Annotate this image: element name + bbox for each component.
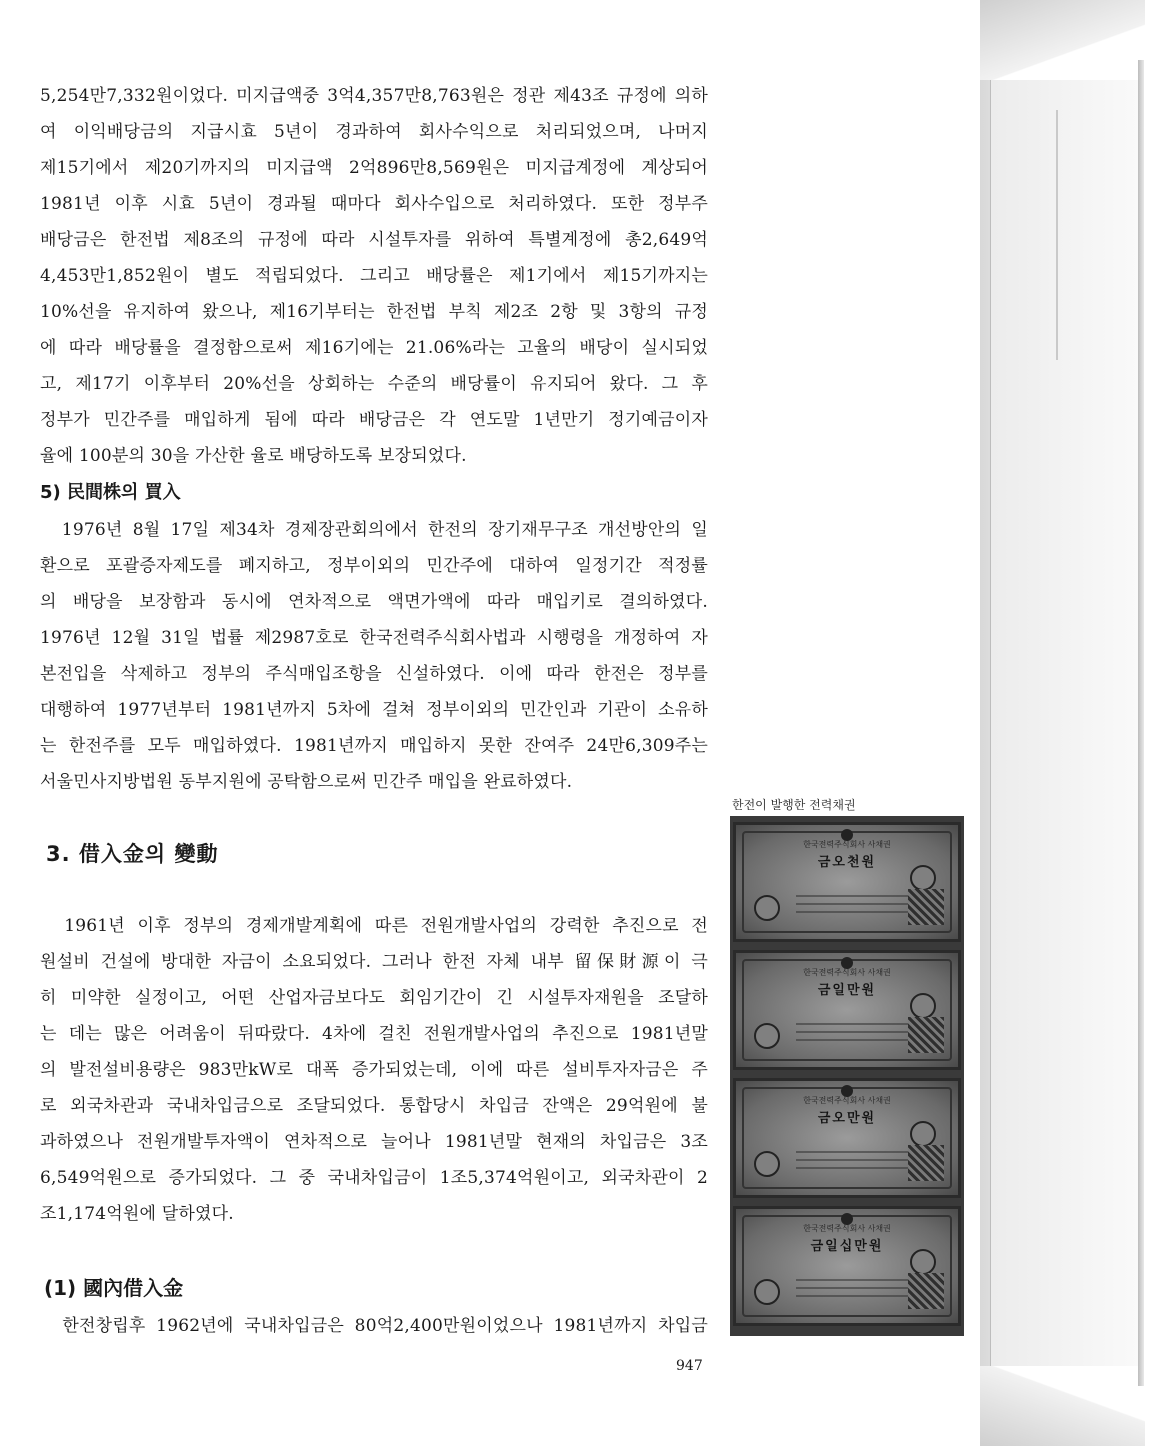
text-line: 6,549억원으로 증가되었다. 그 중 국내차입금이 1조5,374억원이고, 외국차관이 2 — [40, 1168, 708, 1188]
text-line: 제15기에서 제20기까지의 미지급액 2억896만8,569원은 미지급계정에 계상되어 — [40, 158, 708, 178]
seal-icon — [754, 1023, 780, 1049]
seal-icon — [754, 895, 780, 921]
text-line: 배당금은 한전법 제8조의 규정에 따라 시설투자를 위하여 특별계정에 총2,649억 — [40, 230, 708, 250]
text-line: 1976년 12월 31일 법률 제2987호로 한국전력주식회사법과 시행령을 개정하여 자 — [40, 628, 708, 648]
text-line: 한전창립후 1962년에 국내차입금은 80억2,400만원이었으나 1981년까지 차입금 — [40, 1316, 708, 1336]
bond-amount: 금오천원 — [817, 855, 877, 870]
text-line: 환으로 포괄증자제도를 폐지하고, 정부이외의 민간주에 대하여 일정기간 적정률 — [40, 556, 708, 576]
section-heading-borrowings: 3. 借入金의 變動 — [46, 842, 219, 866]
seal-icon — [910, 1121, 936, 1147]
bond-certificate — [733, 822, 961, 942]
seal-icon — [910, 865, 936, 891]
seal-icon — [754, 1279, 780, 1305]
bond-amount: 금오만원 — [817, 1111, 877, 1126]
section-heading-private-shares: 5) 民間株의 買入 — [40, 482, 181, 503]
seal-icon — [754, 1151, 780, 1177]
bond-header: 한국전력주식회사 사채권 — [803, 1224, 891, 1233]
bond-certificate — [733, 1206, 961, 1326]
bond-amount: 금일만원 — [817, 983, 877, 998]
text-line: 로 외국차관과 국내차입금으로 조달되었다. 통합당시 차입금 잔액은 29억원에 불 — [40, 1096, 708, 1116]
text-line: 히 미약한 실정이고, 어떤 산업자금보다도 회임기간이 긴 시설투자재원을 조달하 — [40, 988, 708, 1008]
text-line: 에 따라 배당률을 결정함으로써 제16기에는 21.06%라는 고율의 배당이 실시되었 — [40, 338, 708, 358]
text-line: 는 한전주를 모두 매입하였다. 1981년까지 매입하지 못한 잔여주 24만6,309주는 — [40, 736, 708, 756]
subsection-heading-domestic-borrowings: (1) 國內借入金 — [44, 1276, 184, 1300]
text-line: 10%선을 유지하여 왔으나, 제16기부터는 한전법 부칙 제2조 2항 및 3항의 규정 — [40, 302, 708, 322]
text-line: 원설비 건설에 방대한 자금이 소요되었다. 그러나 한전 자체 내부 留保財源이 극 — [40, 952, 708, 972]
text-line: 는 데는 많은 어려움이 뒤따랐다. 4차에 걸친 전원개발사업의 추진으로 1981년말 — [40, 1024, 708, 1044]
paragraph-dividends — [40, 78, 708, 474]
text-line: 대행하여 1977년부터 1981년까지 5차에 걸쳐 정부이외의 민간인과 기관이 소유하 — [40, 700, 708, 720]
text-line: 서울민사지방법원 동부지원에 공탁함으로써 민간주 매입을 완료하였다. — [40, 772, 573, 792]
paragraph-borrowings — [40, 908, 708, 1232]
text-line: 의 발전설비용량은 983만kW로 대폭 증가되었는데, 이에 따른 설비투자자금은 주 — [40, 1060, 708, 1080]
text-line: 과하였으나 전원개발투자액이 연차적으로 늘어나 1981년말 현재의 차입금은 3조 — [40, 1132, 708, 1152]
bond-header: 한국전력주식회사 사채권 — [803, 840, 891, 849]
bond-text-lines — [796, 1151, 908, 1175]
bond-text-lines — [796, 895, 908, 919]
text-line: 1981년 이후 시효 5년이 경과될 때마다 회사수입으로 처리하였다. 또한 정부주 — [40, 194, 708, 214]
text-line: 4,453만1,852원이 별도 적립되었다. 그리고 배당률은 제1기에서 제15기까지는 — [40, 266, 708, 286]
text-line: 고, 제17기 이후부터 20%선을 상회하는 수준의 배당률이 유지되어 왔다. 그 후 — [40, 374, 708, 394]
page-number: 947 — [676, 1358, 703, 1374]
bond-certificate — [733, 1078, 961, 1198]
paragraph-domestic-borrowings — [40, 1308, 708, 1344]
text-line: 율에 100분의 30을 가산한 율로 배당하도록 보장되었다. — [40, 446, 467, 466]
bond-text-lines — [796, 1023, 908, 1047]
text-line: 1976년 8월 17일 제34차 경제장관회의에서 한전의 장기재무구조 개선방안의 일 — [40, 520, 708, 540]
text-line: 조1,174억원에 달하였다. — [40, 1204, 234, 1224]
bond-amount: 금일십만원 — [810, 1239, 884, 1254]
seal-icon — [910, 1249, 936, 1275]
bond-text-lines — [796, 1279, 908, 1303]
bond-figure — [730, 816, 964, 1336]
figure-caption: 한전이 발행한 전력채권 — [732, 798, 856, 812]
text-line: 의 배당을 보장함과 동시에 연차적으로 액면가액에 따라 매입키로 결의하였다. — [40, 592, 708, 612]
seal-icon — [910, 993, 936, 1019]
paragraph-private-shares — [40, 512, 708, 800]
bond-header: 한국전력주식회사 사채권 — [803, 968, 891, 977]
text-line: 정부가 민간주를 매입하게 됨에 따라 배당금은 각 연도말 1년만기 정기예금이자 — [40, 410, 708, 430]
stamp-icon — [908, 889, 944, 925]
text-line: 5,254만7,332원이었다. 미지급액중 3억4,357만8,763원은 정관 제43조 규정에 의하 — [40, 86, 708, 106]
text-line: 본전입을 삭제하고 정부의 주식매입조항을 신설하였다. 이에 따라 한전은 정부를 — [40, 664, 708, 684]
stamp-icon — [908, 1017, 944, 1053]
bond-header: 한국전력주식회사 사채권 — [803, 1096, 891, 1105]
stamp-icon — [908, 1145, 944, 1181]
text-line: 여 이익배당금의 지급시효 5년이 경과하여 회사수익으로 처리되었으며, 나머지 — [40, 122, 708, 142]
bond-certificate — [733, 950, 961, 1070]
text-line: 1961년 이후 정부의 경제개발계획에 따른 전원개발사업의 강력한 추진으로 전 — [40, 916, 708, 936]
page-stack-edge — [980, 0, 1173, 1446]
stamp-icon — [908, 1273, 944, 1309]
